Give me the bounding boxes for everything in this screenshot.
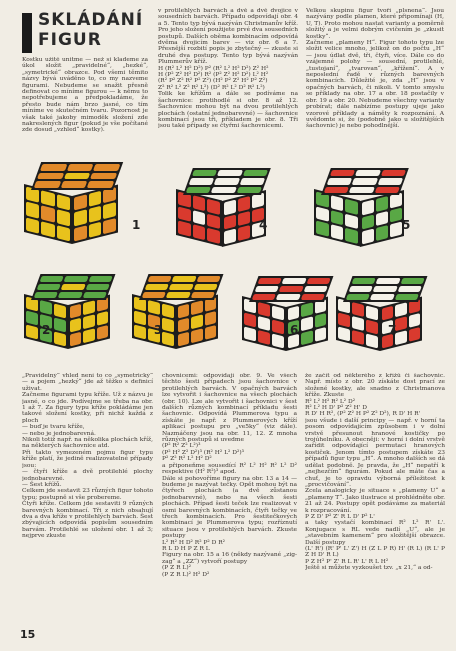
cube-sticker <box>191 314 202 329</box>
cube-sticker <box>193 284 218 290</box>
cube-sticker <box>70 332 81 347</box>
cube-sticker <box>61 284 86 290</box>
cube-sticker <box>178 318 189 333</box>
cube-sticker <box>134 310 146 325</box>
cube-sticker <box>162 317 174 332</box>
cube-sticker <box>376 196 388 212</box>
figure-number-7: 7 <box>388 323 397 337</box>
cube-sticker <box>409 327 420 342</box>
cube-sticker <box>191 300 202 315</box>
cube-sticker <box>272 305 284 320</box>
cube-sticker <box>211 187 237 193</box>
cube-sticker <box>34 292 59 298</box>
cube-face <box>31 274 115 300</box>
cube-sticker <box>252 294 277 300</box>
cube-sticker <box>88 276 113 282</box>
cube-sticker <box>57 225 70 242</box>
cube-sticker <box>89 191 102 207</box>
cube-sticker <box>345 228 358 244</box>
cube-sticker <box>352 302 364 317</box>
cube-sticker <box>352 278 377 284</box>
cube-sticker <box>374 187 400 193</box>
cube-sticker <box>376 225 388 241</box>
cube-sticker <box>26 324 38 339</box>
cube-face <box>139 274 223 300</box>
page-number: 15 <box>20 628 36 641</box>
cube-sticker <box>90 173 117 180</box>
cube-sticker <box>217 170 243 176</box>
article-title <box>22 10 144 52</box>
cube-sticker <box>196 276 221 282</box>
cube-sticker <box>70 318 81 333</box>
cube-sticker <box>345 199 358 215</box>
cube-sticker <box>40 164 67 171</box>
cube-sticker <box>83 314 94 329</box>
cube-sticker <box>41 190 54 207</box>
cube-sticker <box>205 325 216 340</box>
title-accent-bar <box>22 13 32 53</box>
cube-sticker <box>400 278 425 284</box>
cube-face <box>343 276 427 302</box>
cube-face <box>24 294 68 349</box>
cube-sticker <box>54 331 66 346</box>
cube-sticker <box>349 187 375 193</box>
cube-sticker <box>316 206 329 222</box>
cube-sticker <box>97 325 108 340</box>
cube-sticker <box>57 194 70 211</box>
cube-sticker <box>303 286 328 292</box>
cube-sticker <box>258 278 283 284</box>
cube-sticker <box>242 170 268 176</box>
column-top-right: Velkou skupinu figur tvoří „plsnena“. Jsou nazývány podle plamen, které připomínají (H, U, T). Proto mohou nastat varianty a poměrně složitý a je velmi dobrým cvičením je „zkusit kostky“. Začneme „plameny H“. Figur tohoto typu lze složit velice mnoho, jelikož on do počtu „H“ — jsou údlat dvě, tři, čtyři, více. Dále co do vzájemné polohy — sousední, protilehlé, „tustojaní“, „tvarovan“, „křížení“. A v neposlední řadě v různých barevných kombinacích. Důležité je, zda „H“ jsou v opačných barvách, či nikoli. V tomto smyslu se příklady na obr. 17 a obr. 18 postačily v obr. 19 a obr. 20. Nebudeme všechny varianty probírat; dále nabízíme postupy ujeje jako vzorové příklady a náměty k rozpoznání. A uvědomte si, že (podobně jako u složitějších šachovnic) je nebo pohodlnější. <box>306 8 444 130</box>
cube-sticker <box>162 331 174 346</box>
cube-sticker <box>207 228 220 244</box>
cube-sticker <box>74 210 87 226</box>
cube-sticker <box>186 187 212 193</box>
cube-sticker <box>306 278 331 284</box>
cube-face <box>336 296 380 351</box>
column-bottom-middle: chovnicemi: odpovídají obr. 9. Ve všech těchto šesti případech jsou šachovnice v protilehlých barvách. V opačných barvách lze vytvořit i šachovnice na všech plochách (obr. 10). Lze ale vytvořit i šachovnici v šest dalších různých kombinací příkladu šesti šachovnic. Odpovídá Plummerova typu a získáte je např. z Plummerových kříží aplikací postupu pro „ve5ky“ (viz dále). Nazmáčeny jsou na obr. 11, 12. Z mnoha různých postupů si uvedme (P² R² Z² L²)³ (P² H² Z² D²)³ (R² H² L² D²)³ P² Z² R² L² H² D² a připoneňme sousedící R² L² H² R² L² D² respektive (H² R²)³ apod. Dále si pohovoříme figury na obr. 13 a 14 — budeme je nazývat tečky. Opět mohou být na čtyřech plochách (a dvě zůstanou jednobarevné), nebo na všech šesti plochách. Případ šesti teček lze realizovat v osmi barevných kombinacích, čtyři tečky ve třech kombinacích. Pro šestitečkových kombinací je Plummerova typu; rozříznutí situace jsou v protilehlých barvách. Zkuste postupy L² R² H D² R² P² D R² R L D H P Z R L Figury na obr. 15 a 16 (někdy nazývané „zig-zag“ a „ZZ“) vytvoří postupy (P Z R L)² (P Z R L)² H² D² <box>162 373 297 578</box>
cube-face <box>72 185 118 244</box>
cube-face <box>68 295 110 349</box>
cube-sticker <box>236 187 262 193</box>
cube-sticker <box>60 181 87 188</box>
cube-sticker <box>37 173 64 180</box>
cube-sticker <box>355 170 381 176</box>
cube-sticker <box>315 327 326 342</box>
cube-sticker <box>64 173 91 180</box>
cube-sticker <box>327 178 353 184</box>
cube-sticker <box>83 300 94 315</box>
cube-sticker <box>89 221 102 237</box>
cube-sticker <box>382 306 393 321</box>
cube-sticker <box>205 311 216 326</box>
cube-sticker <box>239 178 265 184</box>
cube-sticker <box>93 164 120 171</box>
cube-sticker <box>178 332 189 347</box>
figure-number-2: 2 <box>42 323 51 337</box>
cube-sticker <box>272 319 284 334</box>
cube-sticker <box>366 319 378 334</box>
cube-sticker <box>193 224 206 240</box>
cube-sticker <box>26 202 39 219</box>
cube-sticker <box>380 170 406 176</box>
column-top-left: Kostku užitě unitme — než si klademe za úkol složit „pravidelné“, „hezké“, „symetrické“ obrazce. Pod všemi těmito názvy bývá uváděno to, co my nazveme figurami. Nebudeme se snažit přesně definovat co míníme figurou — k němu to nepotřebujeme a předpokladáme, že přesto bude nám brzo jasné, co tím míníme ve skutečném tvaru. Pozornost je však také jakoby mimoděk složení zde nakreslených figur (pokud je vše počítané zde dosud „vzhled“ kostky). <box>22 57 148 134</box>
cube-sticker <box>224 229 236 245</box>
cube-sticker <box>238 196 250 212</box>
cube-sticker <box>330 170 356 176</box>
cube-sticker <box>316 221 329 237</box>
cube-sticker <box>74 194 87 210</box>
cube-sticker <box>26 310 38 325</box>
column-bottom-right: že začít od některého z křížů či šachovnic. Např. místo z obr. 20 získáte dost prací ze složené kostky, ale snadno z Christmanova kříže. Zkuste R² L² H² R² L² D² R² L² H D' P² Z² H' D R D' H R², (P² Z² H P² Z² D²), R D' H R' jsou všude i další principy — např. v horní ta posom odpovídajícím způsobem i v dolní vrstvě přesunout hranové kostičky po trojúhelníku. A obecněji: v horní i dolní vrstvě zařídit odpovídající permutaci hranových kostiček. Jenom tímto postupem získáte 23 případů figur typu „H“. A mnoho dalších se dá udělat podobně. Je pravda, že „H“ nepatří k „nejhezčím“ figurám. Pokud ale máte čas a chuť, je to opravdu výborná příležitost k „procvičování“. Zcela analogicky je situace s „plameny U“ a „plameny T“. Jako ilustrace si prohlédněte obr. 21 až 24. Postupy opět podáváme za materiál k rozpracování. P Z D' P² Z' R L D' P² L' a taky vystačí kombinací R² L² R' L'. Konjugace s RL vede nadlí „U“, ale je „stavebním kamenem“ pro složitější obrazce. Další postupy (L' R') (R' P' L' Z') H (Z L P R) H' (R L) (R L' P Z H D' R L) P Z H² P' Z' R L R' L' R L H² Ještě si můžete vyzkoušet tzv. „x 21,“ a od- <box>305 373 445 572</box>
cube-sticker <box>224 214 236 230</box>
cube-sticker <box>301 330 312 345</box>
cube-face <box>380 297 422 351</box>
cube-sticker <box>40 300 52 315</box>
cube-sticker <box>338 326 350 341</box>
cube-sticker <box>288 306 299 321</box>
cube-sticker <box>376 211 388 227</box>
cube-sticker <box>394 294 419 300</box>
cube-sticker <box>279 286 304 292</box>
cube-sticker <box>193 210 206 226</box>
cube-face <box>360 190 404 247</box>
cube-sticker <box>258 302 270 317</box>
cube-sticker <box>134 324 146 339</box>
cube-sticker <box>244 312 256 327</box>
cube-face <box>132 294 176 349</box>
cube-sticker <box>331 195 344 211</box>
cube-sticker <box>390 207 402 223</box>
cube-sticker <box>37 284 62 290</box>
cube-sticker <box>85 284 110 290</box>
cube-sticker <box>395 330 406 345</box>
cube-sticker <box>272 333 284 348</box>
cube-sticker <box>148 276 173 282</box>
cube-sticker <box>377 178 403 184</box>
cube-sticker <box>276 294 301 300</box>
cube-sticker <box>207 199 220 215</box>
cube-sticker <box>395 302 406 317</box>
cube-sticker <box>142 292 167 298</box>
cube-sticker <box>362 214 374 230</box>
cube-sticker <box>370 294 395 300</box>
cube-sticker <box>224 200 236 216</box>
cube-sticker <box>362 200 374 216</box>
cube-sticker <box>301 316 312 331</box>
cube-face <box>242 296 286 351</box>
cube-sticker <box>41 206 54 223</box>
cube-sticker <box>190 292 215 298</box>
cube-sticker <box>40 276 65 282</box>
cube-sticker <box>238 211 250 227</box>
figure-number-3: 3 <box>154 323 163 337</box>
cube-sticker <box>103 218 116 234</box>
cube-sticker <box>67 164 94 171</box>
cube-sticker <box>97 311 108 326</box>
cube-sticker <box>162 303 174 318</box>
cube-sticker <box>74 225 87 241</box>
figure-number-6: 6 <box>290 323 299 337</box>
cube-sticker <box>26 217 39 234</box>
cube-sticker <box>366 305 378 320</box>
title-line-1: SKLÁDÁNÍ <box>38 10 144 30</box>
cube-sticker <box>409 313 420 328</box>
cube-face <box>321 168 409 195</box>
cube-sticker <box>390 222 402 238</box>
cube-sticker <box>255 286 280 292</box>
cube-sticker <box>345 213 358 229</box>
cube-sticker <box>362 229 374 245</box>
cube-sticker <box>54 303 66 318</box>
cube-sticker <box>172 276 197 282</box>
cube-sticker <box>87 181 114 188</box>
cube-sticker <box>352 178 378 184</box>
cube-sticker <box>193 195 206 211</box>
cube-sticker <box>54 317 66 332</box>
cube-sticker <box>178 221 191 237</box>
cube-sticker <box>103 202 116 218</box>
cube-sticker <box>83 328 94 343</box>
cube-sticker <box>238 225 250 241</box>
cube-sticker <box>315 313 326 328</box>
cube-sticker <box>207 213 220 229</box>
cube-sticker <box>57 209 70 226</box>
cube-sticker <box>148 300 160 315</box>
cube-face <box>24 184 72 244</box>
cube-sticker <box>331 210 344 226</box>
cube-sticker <box>301 302 312 317</box>
cube-sticker <box>376 278 401 284</box>
cube-face <box>183 168 271 195</box>
cube-sticker <box>189 178 215 184</box>
cube-sticker <box>89 206 102 222</box>
cube-sticker <box>258 330 270 345</box>
cube-sticker <box>331 224 344 240</box>
cube-sticker <box>178 304 189 319</box>
cube-sticker <box>166 292 191 298</box>
cube-sticker <box>395 316 406 331</box>
cube-sticker <box>324 187 350 193</box>
cube-sticker <box>82 292 107 298</box>
cube-sticker <box>352 330 364 345</box>
figure-number-1: 1 <box>132 218 141 232</box>
title-line-2: FIGUR <box>38 30 102 50</box>
cube-sticker <box>338 312 350 327</box>
cube-sticker <box>192 170 218 176</box>
cube-sticker <box>282 278 307 284</box>
cube-sticker <box>349 286 374 292</box>
cube-sticker <box>366 333 378 348</box>
cube-face <box>249 276 333 302</box>
cube-face <box>31 162 123 190</box>
cube-sticker <box>214 178 240 184</box>
cube-sticker <box>58 292 83 298</box>
cube-sticker <box>169 284 194 290</box>
cube-sticker <box>300 294 325 300</box>
cube-sticker <box>258 316 270 331</box>
column-top-middle: v protilehlých barvách a dvě a dvě dvojice v sousedních barvách. Případu odpovídají obr. 4 a 5. Tento typ bývá nazýván Christmanův kříž. Pro jeho složení použijete prvé dva sousedních postupů. Dalších oběma kombinacím odpovídá dvěma dvojicím barev — viz obr. 6 a 7. Přesnější rozbití popis je zbytečný — zkuste si druhé dva postupy. Tento typ bývá nazýván Plummerův kříž. H (R² L² H² D²) P² (R² L² H² D²) Z² H² H (P² Z² H² D²) R² (P² Z² H² D²) L² H² (R² P² Z² R² P² Z²) (H² P² Z² H² P² Z²) Z² R² L² Z² R² L²) (D² R² L² D² R² L²) Tolik ke křížům a dále se podíváme na šachovnice: protihodlé si obr. 8 až 12. Šachovnice mohou být na dvou protilehlých plochách (ostatní jednobarevné) — šachovnice kombinací jsou tři, příkladem je obr. 8. Tři jsou také případy se čtyřmi šachovnicemi. <box>158 8 298 130</box>
cube-face <box>176 189 222 246</box>
cube-face <box>176 295 218 349</box>
column-bottom-left: „Pravidelný“ vhled není to co „symetrický“ — a pojem „hezký“ jde až těžko s definicí uživat. Začneme figurami typu kříže. Už z názvu je jasné, o co jde. Podívejme se třeba na obr. 1 až 7. Za figury typu kříže pokládáme jen takové složení kostky, při nichž každá z ploch — buď je tvaru kříže, — nebo je jednobarevná. Nikoli totiž např. na několika plochách kříž, na některých šachovnice atd. Při takto vymezeném pojmu figur typu kříže platí, že jedině realizovatelné případy jsou: — čtyři kříže a dvě protilehlé plochy jednobarevné. — Šest křížů. Celkem jde sestavit 23 různých figur tohoto typu; postupně si vše probereme. Čtyři kříže. Celkem jde sestaviti 9 různých barevných kombinací. Tři z nich obsahují dva a dva kříže v protilehlých barvách. Šest zbývajících odpovídá popisům sousedním barvám. Protilehlé se uložení obr. 1 až 3; nejprve zkuste <box>22 373 153 540</box>
figure-number-4: 4 <box>259 218 268 232</box>
cube-sticker <box>346 294 371 300</box>
cube-sticker <box>64 276 89 282</box>
cube-sticker <box>145 284 170 290</box>
cube-sticker <box>352 316 364 331</box>
cube-sticker <box>373 286 398 292</box>
cube-sticker <box>70 304 81 319</box>
cube-figures <box>14 158 444 370</box>
cube-face <box>314 189 360 246</box>
cube-sticker <box>397 286 422 292</box>
cube-sticker <box>41 221 54 238</box>
cube-sticker <box>34 181 61 188</box>
cube-sticker <box>191 328 202 343</box>
figure-number-5: 5 <box>402 218 411 232</box>
cube-sticker <box>244 326 256 341</box>
cube-sticker <box>178 206 191 222</box>
